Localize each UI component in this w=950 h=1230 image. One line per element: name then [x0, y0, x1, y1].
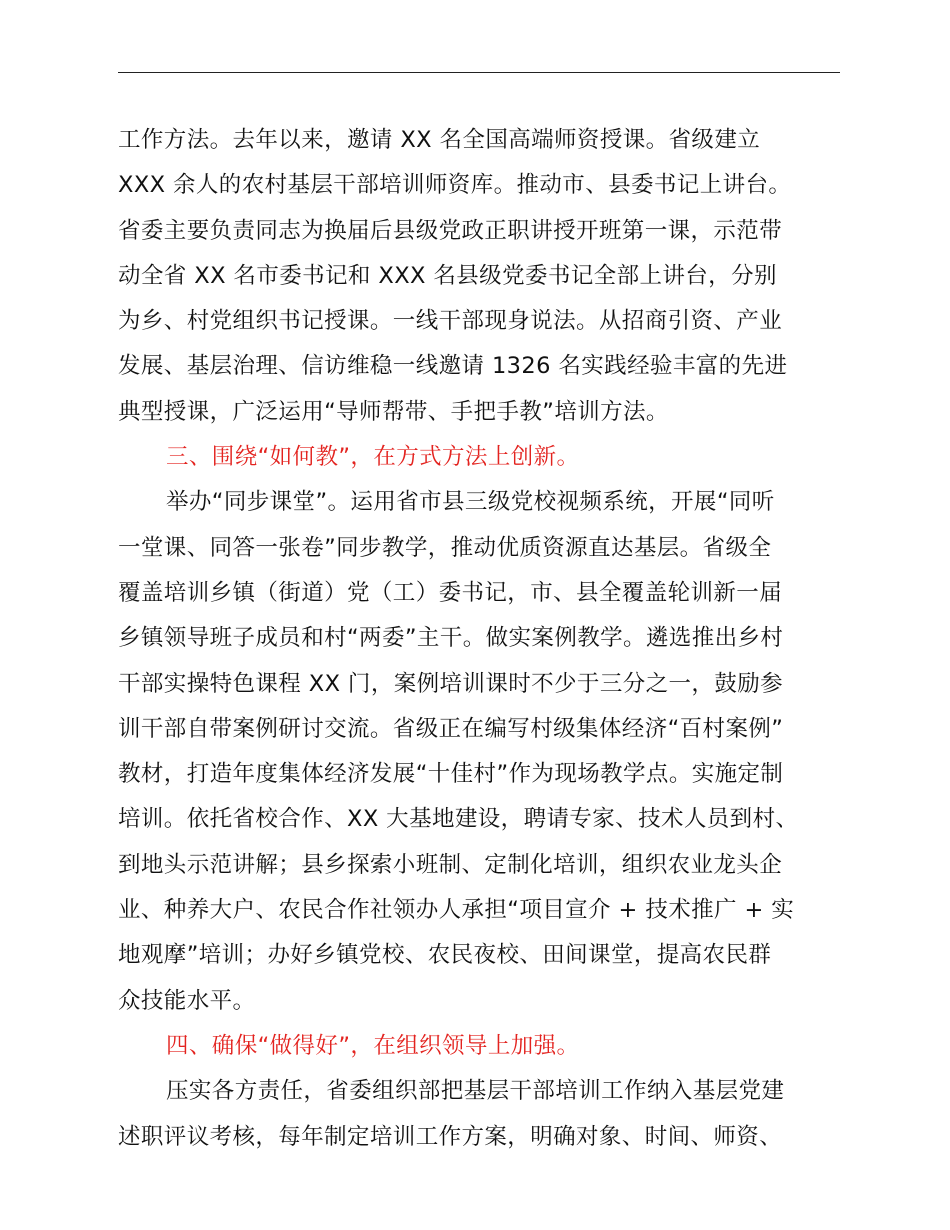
text-line-15: 教材，打造年度集体经济发展“十佳村”作为现场教学点。实施定制 [118, 761, 784, 788]
section-heading-4: 四、确保“做得好”，在组织领导上加强。 [166, 1032, 580, 1059]
text-line-11: 覆盖培训乡镇（街道）党（工）委书记，市、县全覆盖轮训新一届 [118, 579, 783, 606]
text-line-6: 发展、基层治理、信访维稳一线邀请 1326 名实践经验丰富的先进 [118, 353, 788, 380]
text-line-2: XXX 余人的农村基层干部培训师资库。推动市、县委书记上讲台。 [118, 172, 792, 199]
text-line-18: 业、种养大户、农民合作社领办人承担“项目宣介 + 技术推广 + 实 [118, 897, 795, 924]
text-line-20: 众技能水平。 [118, 987, 256, 1014]
text-line-13: 干部实操特色课程 XX 门，案例培训课时不少于三分之一，鼓励参 [118, 670, 784, 697]
text-line-14: 训干部自带案例研讨交流。省级正在编写村级集体经济“百村案例” [118, 715, 784, 742]
text-line-22: 压实各方责任，省委组织部把基层干部培训工作纳入基层党建 [166, 1078, 785, 1105]
text-line-10: 一堂课、同答一张卷”同步教学，推动优质资源直达基层。省级全 [118, 534, 772, 561]
text-line-9: 举办“同步课堂”。运用省市县三级党校视频系统，开展“同听 [166, 489, 775, 516]
text-line-4: 动全省 XX 名市委书记和 XXX 名县级党委书记全部上讲台，分别 [118, 262, 777, 289]
text-line-12: 乡镇领导班子成员和村“两委”主干。做实案例教学。遴选推出乡村 [118, 625, 784, 652]
text-line-5: 为乡、村党组织书记授课。一线干部现身说法。从招商引资、产业 [118, 308, 783, 335]
header-rule [118, 72, 840, 73]
section-heading-3: 三、围绕“如何教”，在方式方法上创新。 [166, 444, 580, 471]
text-line-19: 地观摩”培训；办好乡镇党校、农民夜校、田间课堂，提高农民群 [118, 942, 772, 969]
document-body [118, 118, 842, 1160]
text-line-23: 述职评议考核，每年制定培训工作方案，明确对象、时间、师资、 [118, 1123, 783, 1150]
text-line-16: 培训。依托省校合作、XX 大基地建设，聘请专家、技术人员到村、 [118, 806, 799, 833]
text-line-1: 工作方法。去年以来，邀请 XX 名全国高端师资授课。省级建立 [118, 127, 761, 153]
text-line-7: 典型授课，广泛运用“导师帮带、手把手教”培训方法。 [118, 398, 669, 425]
text-line-17: 到地头示范讲解；县乡探索小班制、定制化培训，组织农业龙头企 [118, 851, 783, 878]
text-line-3: 省委主要负责同志为换届后县级党政正职讲授开班第一课，示范带 [118, 217, 783, 244]
